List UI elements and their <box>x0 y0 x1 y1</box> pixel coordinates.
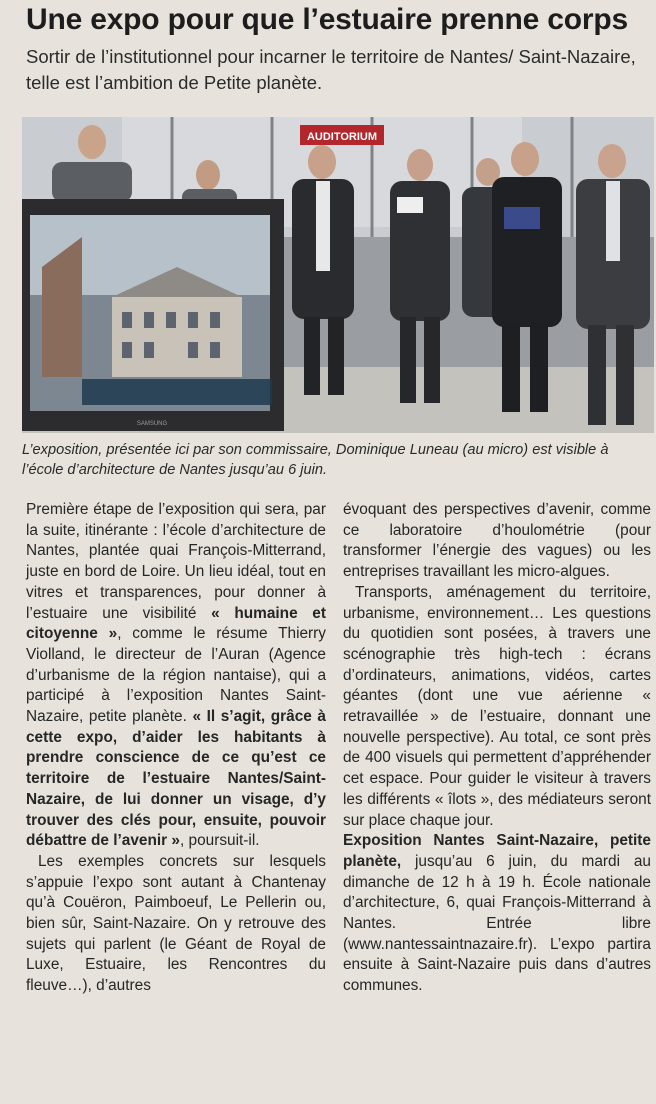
paragraph-text: Première étape de l’exposition qui sera, par la suite, itinérante : l’école d’architecture de Nantes, plantée quai François-Mitterrand, juste en bord de Loire. Un lieu idéal, tout en vitres et transparences, pour donner à l’estuaire une visibilité <box>26 501 326 622</box>
paragraph <box>26 500 326 852</box>
article-column-left <box>26 500 326 997</box>
paragraph-text: , comme le résume Thierry Violland, le directeur de l’Auran (Agence d’urbanisme de la région nantaise), qui a participé à l’exposition Nantes Saint-Nazaire, petite planète. <box>26 625 326 726</box>
standfirst: Sortir de l’institutionnel pour incarner le territoire de Nantes/ Saint-Nazaire, telle est l’ambition de Petite planète. <box>26 46 636 93</box>
paragraph-bold: « humaine et citoyenne » <box>26 604 326 643</box>
paragraph-text: , poursuit-il. <box>179 832 260 850</box>
paragraph: évoquant des perspectives d’avenir, comme ce laboratoire d’houlométrie (pour transformer l’énergie des vagues) ou les entreprises travaillant les micro-algues. <box>343 501 651 581</box>
photo-caption: L’exposition, présentée ici par son commissaire, Dominique Luneau (au micro) est visible à l’école d’architecture de Nantes jusqu’au 6 juin. <box>22 442 609 478</box>
auditorium-sign-text: AUDITORIUM <box>306 131 378 143</box>
paragraph: Transports, aménagement du territoire, urbanisme, environnement… Les questions du quotidien sont posées, à travers une scénographie très high-tech : écrans d’ordinateurs, animations, vidéos, cartes géantes (dont une vue aérienne « retravaillée » de l’estuaire, donnant une nouvelle perspective). Au total, ce sont près de 400 visuels qui permettent d’appréhender cet espace. Pour guider le visiteur à travers les différents « îlots », des médiateurs seront sur place chaque jour. <box>343 583 651 829</box>
article-column-right <box>343 500 651 997</box>
photo-illustration <box>22 117 654 433</box>
screen-brand: SAMSUNG <box>136 421 168 427</box>
info-title: Exposition Nantes Saint-Nazaire, petite planète, <box>343 832 651 870</box>
quote-bold: « Il s’agit, grâce à cette expo, d’aider les habitants à prendre conscience de ce qu’est ce territoire de l’estuaire Nantes/Saint-Nazaire, de lui donner un visage, d’y trouver des clés pour, ensuite, pouvoir débattre de l’avenir » <box>26 708 326 850</box>
display-screen <box>22 199 284 431</box>
info-text: jusqu’au 6 juin, du mardi au dimanche de 12 h à 19 h. École nationale d’architecture, 6, quai François-Mitterrand à Nantes. Entrée libre (www.nantessaintnazaire.fr). L’expo partira ensuite à Saint-Nazaire puis dans d’autres communes. <box>343 852 651 995</box>
info-paragraph <box>343 831 651 997</box>
headline: Une expo pour que l’estuaire prenne corps <box>26 3 628 36</box>
paragraph: Les exemples concrets sur lesquels s’appuie l’expo sont autant à Chantenay qu’à Couëron, Paimboeuf, Le Pellerin ou, bien sûr, Saint-Nazaire. On y retrouve des sujets qui parlent (le Géant de Royal de Luxe, Estuaire, les Rencontres du fleuve…), d’autres <box>26 852 326 995</box>
article-photo <box>22 117 654 433</box>
